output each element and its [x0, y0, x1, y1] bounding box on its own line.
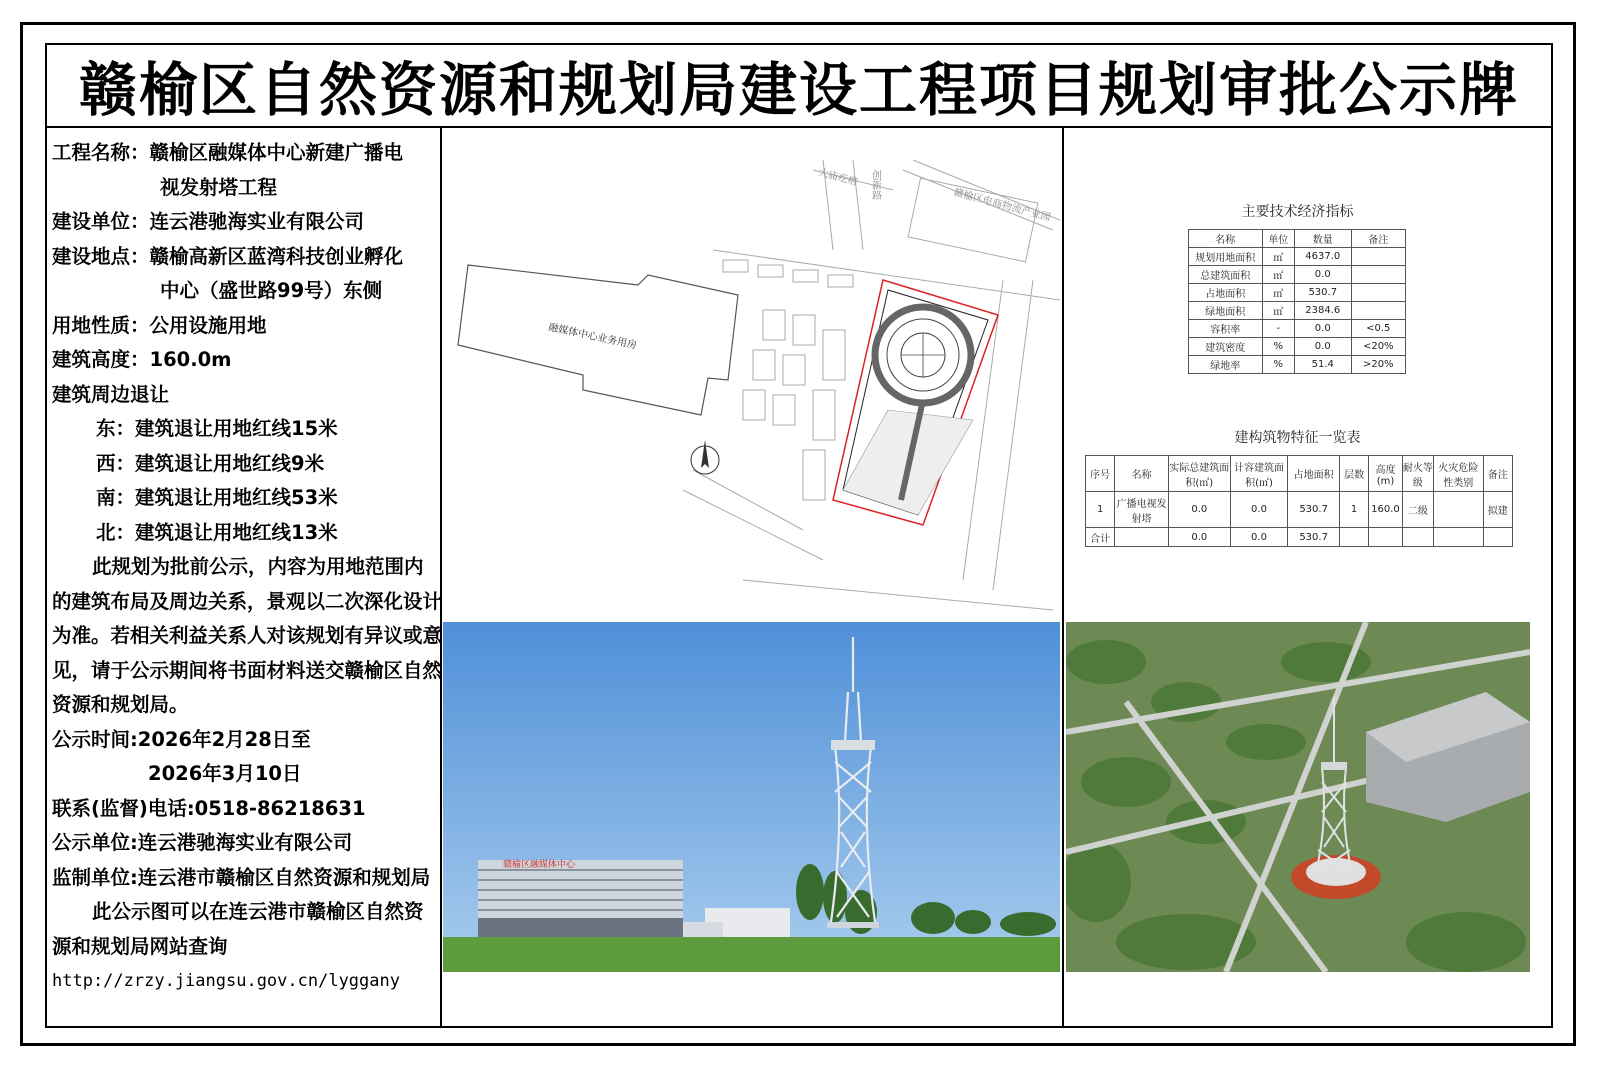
structure-table: [1085, 455, 1513, 547]
publisher: 公示单位:连云港驰海实业有限公司: [52, 831, 353, 854]
table-row: 合计 0.0 0.0 530.7: [1086, 528, 1513, 547]
table-row: 绿地面积 ㎡ 2384.6: [1189, 302, 1406, 320]
phone: 联系(监督)电话:0518-86218631: [52, 796, 366, 820]
table-row: 规划用地面积 ㎡ 4637.0: [1189, 248, 1406, 266]
location-cont: 中心（盛世路99号）东侧: [160, 279, 383, 302]
table2-header: 层数: [1339, 456, 1368, 492]
table2-header: 备注: [1483, 456, 1512, 492]
land-use: 用地性质：公用设施用地: [52, 313, 267, 337]
building-height: 建筑高度：160.0m: [52, 348, 232, 371]
table2-header: 耐火等级: [1402, 456, 1433, 492]
tower-photo: [443, 622, 1060, 972]
table2-header: 序号: [1086, 456, 1115, 492]
table-row: 总建筑面积 ㎡ 0.0: [1189, 266, 1406, 284]
table2-header: 占地面积: [1288, 456, 1340, 492]
table-row: 绿地率 % 51.4 >20%: [1189, 356, 1406, 374]
setback-west: 西：建筑退让用地红线9米: [96, 451, 325, 475]
board-title: 赣榆区自然资源和规划局建设工程项目规划审批公示牌: [45, 43, 1553, 128]
table2-header: 名称: [1115, 456, 1169, 492]
setback-south: 南：建筑退让用地红线53米: [96, 486, 338, 509]
aerial-rendering: [1066, 622, 1530, 972]
supervisor: 监制单位:连云港市赣榆区自然资源和规划局: [52, 865, 431, 889]
divider-right: [1062, 128, 1064, 1028]
plan-building-label: 融媒体中心业务用房: [547, 322, 638, 352]
notice-period: 公示时间:2026年2月28日至: [52, 727, 311, 751]
table2-header: 火灾危险性类别: [1434, 456, 1484, 492]
table2-title: 建构筑物特征一览表: [1234, 430, 1361, 446]
tower-photo-image: [443, 622, 1060, 972]
project-info: [52, 136, 442, 999]
setback-title: 建筑周边退让: [52, 382, 170, 406]
table-row: 建筑密度 % 0.0 <20%: [1189, 338, 1406, 356]
table-row: 占地面积 ㎡ 530.7: [1189, 284, 1406, 302]
site-plan-drawing: [443, 130, 1060, 620]
media-building-sign: 赣榆区融媒体中心: [503, 860, 576, 870]
setback-east: 东：建筑退让用地红线15米: [96, 417, 338, 440]
table2-header: 计容建筑面积(㎡): [1230, 456, 1288, 492]
website-url[interactable]: http://zrzy.jiangsu.gov.cn/lyggany: [52, 971, 400, 991]
table-row: 1 广播电视发射塔 0.0 0.0 530.7 1 160.0 二级 拟建: [1086, 492, 1513, 528]
project-name-cont: 视发射塔工程: [160, 175, 278, 199]
plan-label-top-left: 大庙疙瘩: [817, 167, 859, 189]
table1-header: 备注: [1351, 230, 1405, 248]
site-plan: [443, 130, 1060, 620]
table2-header: 高度(m): [1369, 456, 1402, 492]
location: 建设地点：赣榆高新区蓝湾科技创业孵化: [52, 244, 404, 268]
table1-title: 主要技术经济指标: [1241, 204, 1354, 220]
notice-paragraph: 此规划为批前公示，内容为用地范围内的建筑布局及周边关系，景观以二次深化设计为准。若相关利益关系人对该规划有异议或意见，请于公示期间将书面材料送交赣榆区自然资源和规划局。: [52, 555, 443, 716]
tech-indicator-table: [1188, 229, 1406, 374]
notice-period-end: 2026年3月10日: [148, 762, 302, 785]
aerial-rendering-image: [1066, 622, 1530, 972]
table1-header: 名称: [1189, 230, 1263, 248]
setback-north: 北：建筑退让用地红线13米: [96, 520, 338, 544]
website-note: 此公示图可以在连云港市赣榆区自然资源和规划局网站查询: [52, 900, 424, 958]
table-row: 容积率 - 0.0 <0.5: [1189, 320, 1406, 338]
table1-header: 数量: [1295, 230, 1352, 248]
project-name: 工程名称：赣榆区融媒体中心新建广播电: [52, 141, 404, 164]
lawn: [443, 937, 1060, 972]
plan-road-label: 创新路: [869, 170, 881, 200]
table2-header: 实际总建筑面积(㎡): [1168, 456, 1230, 492]
plan-park-label: 赣榆区电商物流产业园: [952, 187, 1052, 224]
table1-header: 单位: [1262, 230, 1294, 248]
builder: 建设单位：连云港驰海实业有限公司: [52, 210, 365, 233]
